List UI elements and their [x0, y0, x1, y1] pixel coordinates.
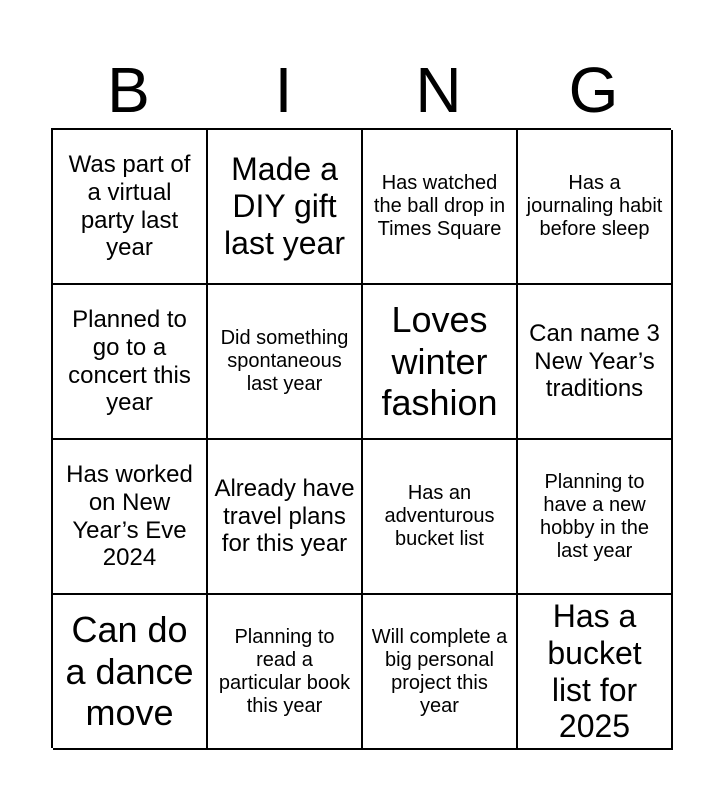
- bingo-cell-r2-c4[interactable]: Can name 3 New Year’s traditions: [518, 285, 673, 440]
- header-letter-b: B: [107, 54, 150, 126]
- bingo-cell-r3-c3[interactable]: Has an adventurous bucket list: [363, 440, 518, 595]
- bingo-cell-r4-c3[interactable]: Will complete a big personal project this year: [363, 595, 518, 750]
- bingo-cell-r4-c2[interactable]: Planning to read a particular book this year: [208, 595, 363, 750]
- bingo-cell-r2-c2[interactable]: Did something spontaneous last year: [208, 285, 363, 440]
- header-letter-n: N: [415, 54, 462, 126]
- bingo-cell-r2-c1[interactable]: Planned to go to a concert this year: [53, 285, 208, 440]
- bingo-cell-r3-c1[interactable]: Has worked on New Year’s Eve 2024: [53, 440, 208, 595]
- header-letter-g: G: [568, 54, 619, 126]
- bingo-cell-r1-c3[interactable]: Has watched the ball drop in Times Square: [363, 130, 518, 285]
- bingo-header: [51, 52, 671, 128]
- bingo-cell-r3-c4[interactable]: Planning to have a new hobby in the last year: [518, 440, 673, 595]
- bingo-cell-r1-c2[interactable]: Made a DIY gift last year: [208, 130, 363, 285]
- bingo-cell-r3-c2[interactable]: Already have travel plans for this year: [208, 440, 363, 595]
- bingo-cell-r1-c4[interactable]: Has a journaling habit before sleep: [518, 130, 673, 285]
- bingo-cell-r1-c1[interactable]: Was part of a virtual party last year: [53, 130, 208, 285]
- bingo-grid: [51, 128, 671, 748]
- bingo-cell-r4-c4[interactable]: Has a bucket list for 2025: [518, 595, 673, 750]
- bingo-cell-r2-c3[interactable]: Loves winter fashion: [363, 285, 518, 440]
- header-letter-i: I: [274, 54, 293, 126]
- bingo-cell-r4-c1[interactable]: Can do a dance move: [53, 595, 208, 750]
